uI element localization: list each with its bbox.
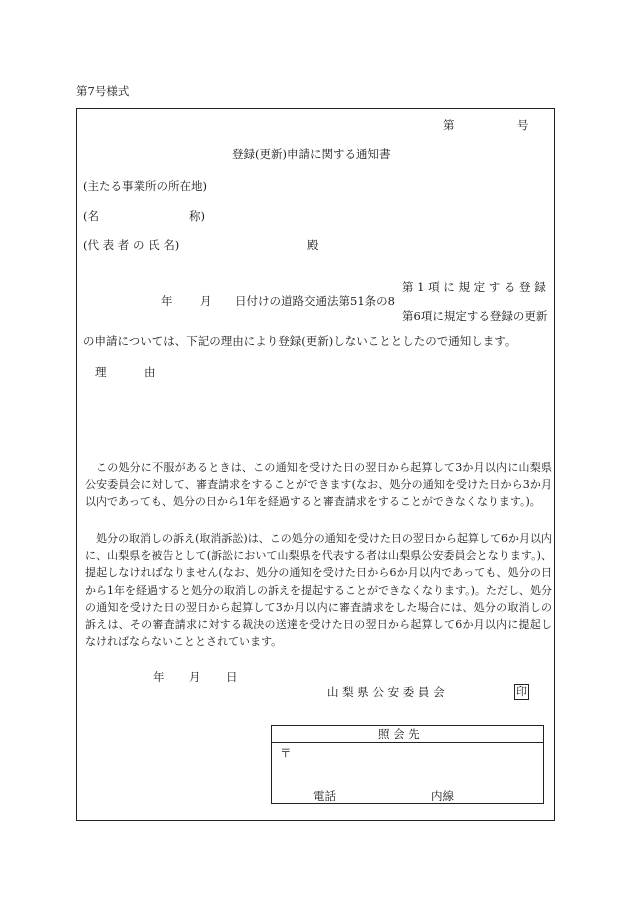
recipient-name-label-start: (名: [83, 209, 99, 223]
phone-label: 電話: [313, 789, 336, 803]
footer-month: 月: [189, 670, 201, 684]
extension-label: 内線: [431, 789, 454, 803]
lawsuit-notice-paragraph: 処分の取消しの訴え(取消訴訟)は、この処分の通知を受けた日の翌日から起算して6か月以内に、山梨県を被告として(訴訟において山梨県を代表する者は山梨県公安委員会となります。)、提起しなければなりません(なお、処分の通知を受けた日から6か月以内であっても、処分の日から1年を経過すると処分の取消しの訴えを提起することができなくなります。)。ただし、処分の通知を受けた日の翌日から起算して3か月以内に審査請求をした場合には、処分の取消しの訴えは、その審査請求に対する裁決の送達を受けた日の翌日から起算して6か月以内に提起しなければならないこととされています。: [85, 532, 552, 649]
footer-year: 年: [153, 670, 165, 684]
contact-box: [271, 725, 544, 804]
recipient-honorific: 殿: [307, 238, 319, 252]
contact-box-header: [272, 726, 543, 743]
postal-mark: 〒: [280, 746, 292, 760]
recipient-address-label: (主たる事業所の所在地): [83, 179, 207, 193]
form-number-label: 第7号様式: [76, 84, 130, 98]
issuer-name: 山 梨 県 公 安 委 員 会: [327, 685, 445, 699]
appeal-notice-paragraph: この処分に不服があるときは、この通知を受けた日の翌日から起算して3か月以内に山梨県公安委員会に対して、審査請求をすることができます(なお、処分の通知を受けた日から3か月以内であっても、処分の日から1年を経過すると審査請求をすることができなくなります。)。: [85, 461, 552, 509]
reason-label-yu: 由: [144, 365, 156, 379]
option-renewal: 第6項に規定する登録の更新: [402, 309, 548, 323]
recipient-name-label-end: 称): [189, 209, 205, 223]
notification-sentence-end: の申請については、下記の理由により登録(更新)しないこととしたので通知します。: [83, 334, 517, 348]
contact-header-label: 照 会 先: [378, 727, 420, 741]
footer-day: 日: [226, 670, 238, 684]
document-number-go: 号: [517, 118, 529, 132]
application-year: 年: [161, 294, 173, 308]
option-registration: 第 1 項 に 規 定 す る 登 録: [402, 280, 546, 294]
application-date-phrase: 日付けの道路交通法第51条の8: [235, 294, 395, 308]
document-number-dai: 第: [443, 118, 455, 132]
reason-label-ri: 理: [95, 365, 107, 379]
seal-stamp: 印: [516, 685, 527, 698]
document-title: 登録(更新)申請に関する通知書: [232, 147, 391, 161]
recipient-representative-label: (代 表 者 の 氏 名): [83, 238, 180, 252]
application-month: 月: [200, 294, 212, 308]
